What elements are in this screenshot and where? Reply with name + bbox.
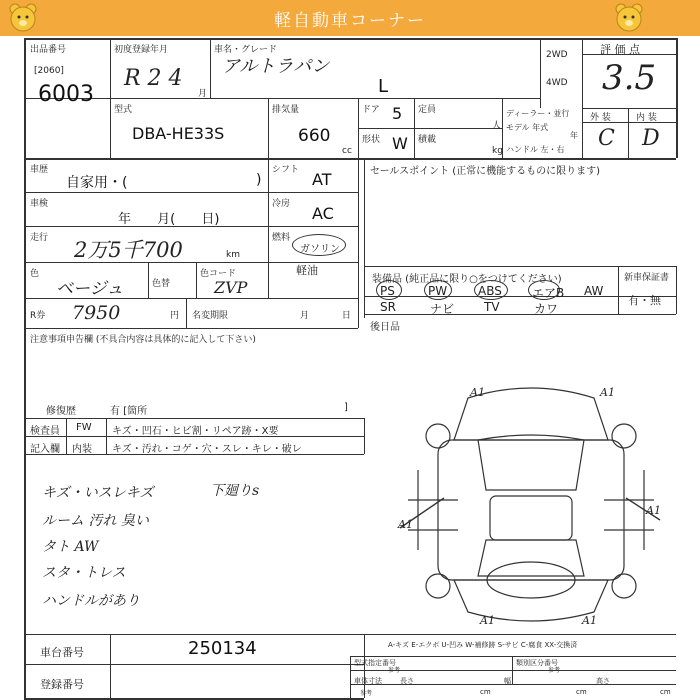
- sales-point-label: セールスポイント (正常に機能するものに限ります): [370, 166, 601, 177]
- dealer-label: ディーラー・並行: [506, 109, 570, 118]
- note-line: キズ・いスレキズ: [42, 485, 154, 501]
- capacity-unit: 人: [492, 121, 502, 131]
- repair-value: 有 [箇所: [110, 406, 148, 417]
- car-damage-diagram: [398, 380, 664, 630]
- score-label: 評 価 点: [600, 43, 640, 56]
- cm-unit: cm: [480, 688, 491, 696]
- equip-navi: ナビ: [430, 302, 455, 316]
- recycle-label: R券: [30, 311, 46, 321]
- type-label: 車歴: [30, 165, 49, 175]
- note-line: スタ・トレス: [42, 565, 126, 581]
- equip-ps: PS: [380, 284, 395, 298]
- ac-label: 冷房: [272, 199, 291, 209]
- equip-ps-circle: [376, 280, 402, 300]
- shift-value: AT: [312, 170, 332, 189]
- displacement-value: 660: [298, 126, 331, 146]
- model-year-label: モデル 年式: [506, 123, 549, 132]
- notes-label: 注意事項申告欄 (不具合内容は具体的に記入して下さい): [30, 335, 256, 345]
- lot-number: 6003: [38, 82, 94, 107]
- car-name-value: アルトラパン: [222, 56, 330, 77]
- equip-airbag: エアB: [532, 286, 565, 300]
- interior-label: 内 装: [636, 113, 657, 123]
- first-reg-value: R 2 4: [124, 66, 183, 91]
- fuel-gas: ガソリン: [300, 244, 340, 255]
- lot-label: 出品番号: [30, 45, 67, 55]
- equip-pw: PW: [428, 284, 448, 298]
- damage-mark: A1: [582, 614, 597, 627]
- equipment-label: 装備品 (純正品に限り○をつけてください): [372, 274, 562, 285]
- load-label: 積載: [418, 135, 437, 145]
- model-spec-label: 型式指定番号: [354, 659, 396, 667]
- type-value: 自家用・(: [66, 175, 128, 191]
- damage-mark: A1: [470, 386, 485, 399]
- inspector-label: 検査員: [30, 426, 60, 437]
- note-line: タト AW: [42, 539, 99, 555]
- lot-sub: [2060]: [34, 66, 64, 76]
- repair-close: ]: [344, 402, 348, 413]
- header-title: 軽自動車コーナー: [274, 11, 426, 31]
- mileage-unit: km: [226, 250, 240, 260]
- equip-pw-circle: [424, 280, 452, 300]
- vehicle-size-label: 車体寸法: [354, 677, 382, 685]
- model-label: 型式: [114, 105, 133, 115]
- displacement-unit: cc: [342, 146, 352, 156]
- interior-label2: 内装: [72, 444, 92, 455]
- damage-legend: A-キズ E-エクボ U-凹み W-補修跡 S-サビ C-腐食 XX-交換済: [388, 641, 578, 649]
- undercarriage-note: 下廻りs: [210, 483, 260, 499]
- length-label: 長さ: [400, 677, 414, 685]
- mileage-value: 2万5千700: [74, 238, 183, 262]
- equip-leather: カワ: [534, 302, 559, 316]
- damage-mark: A1: [480, 614, 495, 627]
- type-close: ): [256, 172, 262, 188]
- first-reg-month: 月: [198, 89, 208, 99]
- damage-mark: A1: [398, 518, 413, 531]
- fw-label: FW: [76, 422, 92, 433]
- equip-abs-circle: [474, 280, 508, 300]
- width-label: 幅: [504, 677, 511, 685]
- warranty-value: 有・無: [628, 294, 661, 307]
- fuel-diesel: 軽油: [296, 264, 318, 277]
- fuel-gas-circle: [292, 234, 346, 256]
- title-expiry-value: 月 日: [300, 311, 351, 321]
- score-value: 3.5: [602, 58, 657, 98]
- shift-label: シフト: [272, 165, 300, 175]
- capacity-label: 定員: [418, 105, 437, 115]
- equip-airbag-circle: [528, 280, 560, 300]
- bear-mascot-icon: [6, 1, 40, 35]
- cm-unit: cm: [576, 688, 587, 696]
- fw-items: キズ・凹石・ヒビ割・リペア跡・X要: [112, 426, 279, 437]
- inspection-value: 年 月( 日): [118, 212, 220, 227]
- color-label: 色: [30, 269, 40, 279]
- model-value: DBA-HE33S: [132, 124, 225, 143]
- doors-value: 5: [392, 104, 403, 123]
- first-reg-label: 初度登録年月: [114, 45, 169, 55]
- damage-mark: A1: [600, 386, 615, 399]
- equip-tv: TV: [484, 300, 500, 314]
- color-value: ベージュ: [56, 279, 124, 299]
- registration-label: 登録番号: [40, 678, 84, 691]
- car-name-label: 車名・グレード: [214, 45, 278, 55]
- entry-label: 記入欄: [30, 444, 60, 455]
- load-unit: kg: [492, 146, 503, 156]
- chassis-value: 250134: [188, 638, 257, 659]
- grade-value: L: [378, 76, 389, 97]
- cm-unit: cm: [660, 688, 671, 696]
- note-line: ルーム 汚れ 臭い: [42, 513, 149, 529]
- recycle-unit: 円: [170, 311, 180, 321]
- recycle-value: 7950: [72, 302, 121, 324]
- displacement-label: 排気量: [272, 105, 300, 115]
- year-unit: 年: [570, 131, 578, 140]
- equip-sr: SR: [380, 300, 396, 314]
- inspection-label: 車検: [30, 199, 49, 209]
- shape-label: 形状: [362, 135, 381, 145]
- reference-label: 参考: [548, 667, 561, 674]
- note-line: ハンドルがあり: [42, 593, 140, 609]
- drive-4wd: 4WD: [546, 78, 568, 88]
- repair-label: 修復歴: [46, 406, 76, 417]
- exterior-label: 外 装: [590, 113, 611, 123]
- mileage-label: 走行: [30, 233, 49, 243]
- doors-label: ドア: [362, 105, 380, 115]
- exterior-grade: C: [598, 126, 615, 151]
- handle-label: ハンドル 左・右: [506, 145, 565, 154]
- fuel-label: 燃料: [272, 233, 291, 243]
- equip-aw: AW: [584, 284, 604, 298]
- category-label: 類別区分番号: [516, 659, 558, 667]
- interior-grade: D: [642, 126, 660, 151]
- bear-mascot-icon: [612, 1, 646, 35]
- chassis-label: 車台番号: [40, 646, 84, 659]
- title-expiry-label: 名変期限: [192, 311, 229, 321]
- reference-label: 参考: [360, 690, 373, 697]
- color-code-value: ZVP: [214, 278, 248, 297]
- warranty-label: 新車保証書: [624, 273, 670, 283]
- later-label: 後日品: [370, 322, 400, 333]
- height-label: 高さ: [596, 677, 610, 685]
- damage-mark: A1: [646, 504, 661, 517]
- color-change-label: 色替: [152, 279, 171, 289]
- shape-value: W: [392, 134, 408, 153]
- drive-2wd: 2WD: [546, 50, 568, 60]
- reference-label: 参考: [388, 667, 401, 674]
- equip-abs: ABS: [478, 284, 502, 298]
- color-code-label: 色コード: [200, 269, 237, 279]
- ac-value: AC: [312, 204, 334, 223]
- interior-items: キズ・汚れ・コゲ・穴・スレ・キレ・破レ: [112, 444, 302, 455]
